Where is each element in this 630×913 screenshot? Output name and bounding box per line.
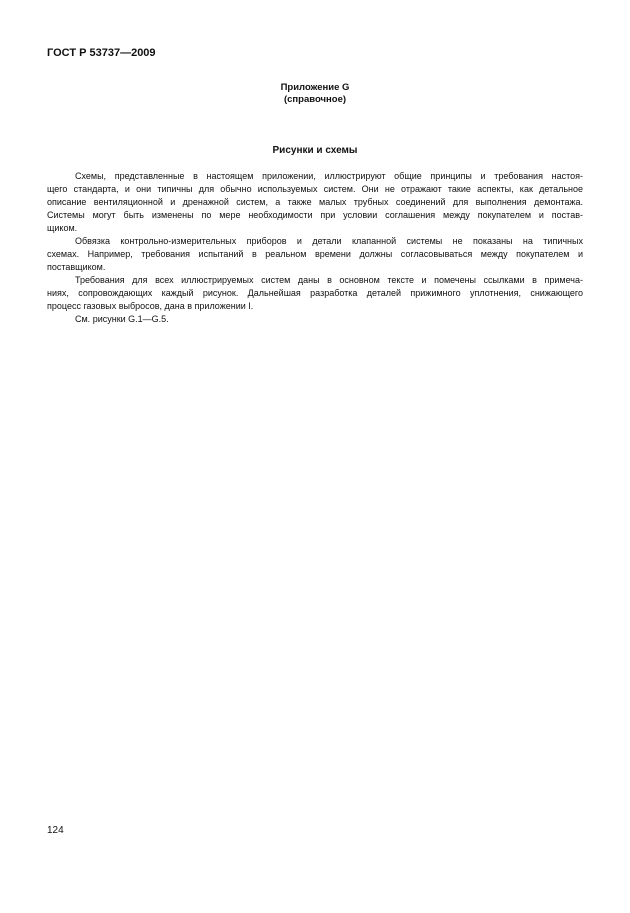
text-line: Схемы, представленные в настоящем приложении, иллюстрируют общие принципы и требования настоя- — [75, 171, 583, 181]
body-text — [47, 170, 583, 326]
text-line: описание вентиляционной и дренажной систем, а также малых трубных соединений для выполнения демонтажа. — [47, 197, 583, 207]
text-line: поставщиком. — [47, 262, 106, 272]
text-line: См. рисунки G.1—G.5. — [75, 314, 169, 324]
paragraph — [47, 313, 583, 326]
document-header: ГОСТ Р 53737—2009 — [47, 47, 156, 59]
text-line: Требования для всех иллюстрируемых систем даны в основном тексте и помечены ссылками в примеча- — [75, 275, 583, 285]
paragraph — [47, 170, 583, 235]
text-line: ниях, сопровождающих каждый рисунок. Дальнейшая разработка деталей прижимного уплотнения, снижающего — [47, 288, 583, 298]
text-line: Обвязка контрольно-измерительных приборов и детали клапанной системы не показаны на типичных — [75, 236, 583, 246]
text-line: щиком. — [47, 223, 78, 233]
text-line: процесс газовых выбросов, дана в приложении I. — [47, 301, 254, 311]
text-line: щего стандарта, и они типичны для обычно используемых систем. Они не отражают такие аспекты, как детальное — [47, 184, 583, 194]
section-title: Рисунки и схемы — [272, 145, 358, 156]
appendix-title: Приложение G — [280, 82, 350, 93]
text-line: Системы могут быть изменены по мере необходимости при условии соглашения между покупателем и постав- — [47, 210, 583, 220]
paragraph — [47, 235, 583, 274]
page-number: 124 — [47, 825, 64, 836]
paragraph — [47, 274, 583, 313]
text-line: схемах. Например, требования испытаний в реальном времени должны согласовываться между покупателем и — [47, 249, 583, 259]
appendix-type: (справочное) — [283, 94, 347, 105]
